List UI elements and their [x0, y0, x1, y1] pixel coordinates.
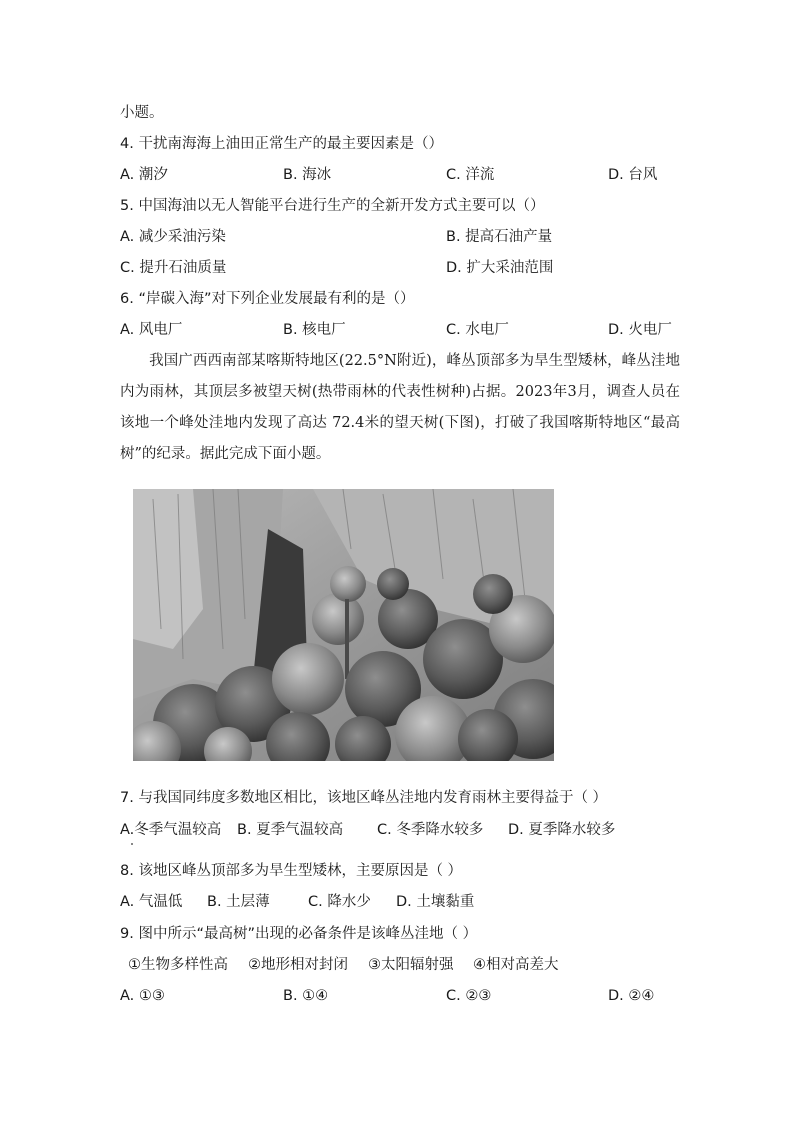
q6-stem: 6. “岸碳入海”对下列企业发展最有利的是（）	[120, 291, 415, 307]
q5-option-c[interactable]: C. 提升石油质量	[120, 260, 227, 276]
q4-option-d[interactable]: D. 台风	[608, 167, 658, 183]
karst-rainforest-photo	[133, 489, 554, 761]
q5-option-b[interactable]: B. 提高石油产量	[446, 229, 553, 245]
q8-option-a[interactable]: A. 气温低	[120, 894, 183, 910]
top-fragment: 小题。	[120, 105, 164, 121]
photo-graphic	[133, 489, 554, 761]
q7-option-d[interactable]: D. 夏季降水较多	[508, 822, 616, 838]
q8-option-d[interactable]: D. 土壤黏重	[396, 894, 475, 910]
q9-option-b[interactable]: B. ①④	[283, 988, 329, 1004]
q7-option-c[interactable]: C. 冬季降水较多	[377, 822, 484, 838]
passage	[120, 346, 680, 470]
q6-option-a[interactable]: A. 风电厂	[120, 322, 183, 338]
q9-option-c[interactable]: C. ②③	[446, 988, 492, 1004]
q9-stem: 9. 图中所示“最高树”出现的必备条件是该峰丛洼地（ ）	[120, 926, 478, 942]
q4-option-b[interactable]: B. 海冰	[283, 167, 332, 183]
q5-stem: 5. 中国海油以无人智能平台进行生产的全新开发方式主要可以（）	[120, 198, 545, 214]
passage-text: 我国广西西南部某喀斯特地区(22.5°N附近)，峰丛顶部多为旱生型矮林，峰丛洼地内为雨林，其顶层多被望天树(热带雨林的代表性树种)占据。2023年3月，调查人员在该地一个峰处洼地内发现了高达 72.4米的望天树(下图)，打破了我国喀斯特地区“最高树”的纪录。据此完成下面小题。	[120, 353, 680, 462]
q9-option-d[interactable]: D. ②④	[608, 988, 655, 1004]
q9-statement-3: ③太阳辐射强	[368, 957, 454, 973]
q9-option-a[interactable]: A. ①③	[120, 988, 165, 1004]
q6-option-b[interactable]: B. 核电厂	[283, 322, 346, 338]
q7-option-b[interactable]: B. 夏季气温较高	[237, 822, 344, 838]
q6-option-d[interactable]: D. 火电厂	[608, 322, 672, 338]
q9-statement-1: ①生物多样性高	[128, 957, 228, 973]
q8-option-c[interactable]: C. 降水少	[308, 894, 371, 910]
q9-statement-4: ④相对高差大	[473, 957, 559, 973]
q5-option-a[interactable]: A. 减少采油污染	[120, 229, 226, 245]
q5-option-d[interactable]: D. 扩大采油范围	[446, 260, 554, 276]
q4-option-a[interactable]: A. 潮汐	[120, 167, 168, 183]
q7-option-a[interactable]: A.冬季气温较高	[120, 822, 222, 838]
q8-stem: 8. 该地区峰丛顶部多为旱生型矮林，主要原因是（ ）	[120, 863, 463, 879]
scan-mark	[131, 843, 133, 845]
q8-option-b[interactable]: B. 土层薄	[207, 894, 270, 910]
q9-statement-2: ②地形相对封闭	[248, 957, 348, 973]
q4-stem: 4. 干扰南海海上油田正常生产的最主要因素是（）	[120, 136, 443, 152]
q6-option-c[interactable]: C. 水电厂	[446, 322, 509, 338]
q7-stem: 7. 与我国同纬度多数地区相比，该地区峰丛洼地内发育雨林主要得益于（ ）	[120, 790, 608, 806]
q4-option-c[interactable]: C. 洋流	[446, 167, 495, 183]
